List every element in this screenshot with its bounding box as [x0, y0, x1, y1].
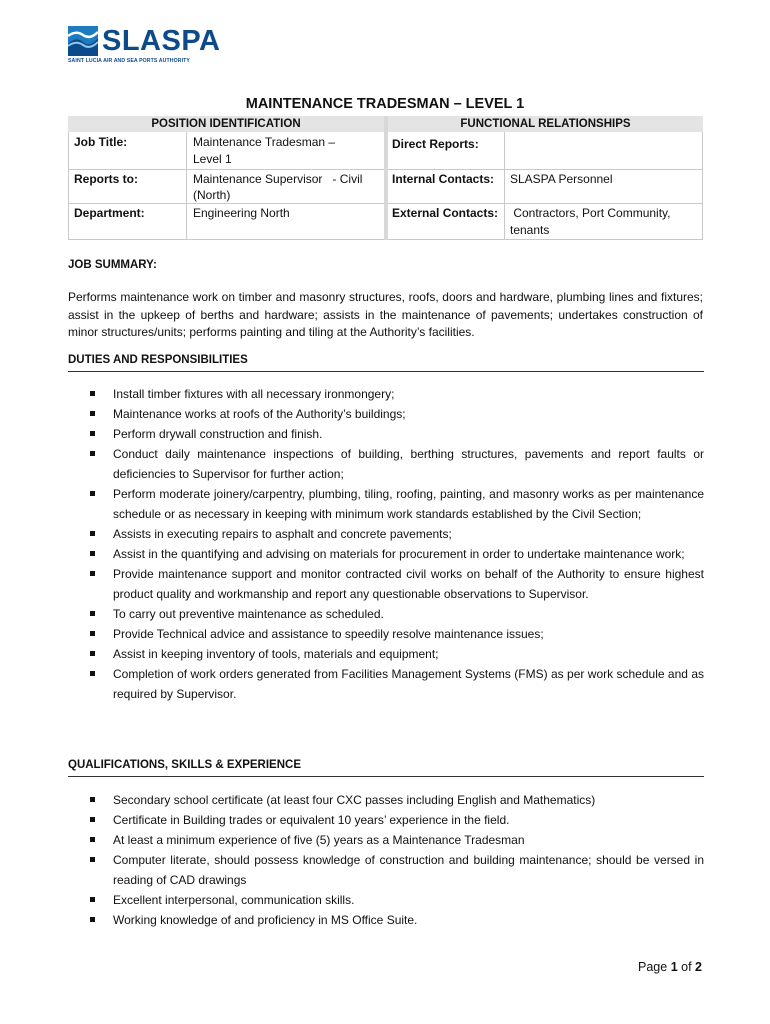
list-item: Provide Technical advice and assistance to speedily resolve maintenance issues;: [68, 624, 704, 644]
table-grid-line: [388, 169, 703, 170]
table-grid-line: [388, 203, 703, 204]
table-grid-line: [68, 239, 384, 240]
list-item: Completion of work orders generated from Facilities Management Systems (FMS) as per work schedule and as required by Supervisor.: [68, 664, 704, 704]
table-grid-line: [68, 132, 69, 240]
job-summary-heading: JOB SUMMARY:: [68, 259, 157, 271]
page-word: Page: [638, 960, 668, 974]
job-title-line2: Level 1: [193, 152, 232, 166]
qualifications-heading: QUALIFICATIONS, SKILLS & EXPERIENCE: [68, 759, 301, 771]
bullet-icon: [90, 897, 95, 902]
bullet-icon: [90, 817, 95, 822]
bullet-icon: [90, 531, 95, 536]
table-grid-line: [186, 132, 187, 240]
list-item: Assist in the quantifying and advising on materials for procurement in order to undertake maintenance work;: [68, 544, 704, 564]
bullet-icon: [90, 391, 95, 396]
document-title: MAINTENANCE TRADESMAN – LEVEL 1: [245, 96, 525, 112]
list-item: At least a minimum experience of five (5) years as a Maintenance Tradesman: [68, 830, 704, 850]
table-grid-line: [504, 132, 505, 240]
bullet-icon: [90, 797, 95, 802]
current-page: 1: [670, 960, 678, 974]
qualifications-heading-rule: [68, 776, 704, 777]
job-title-label: Job Title:: [74, 135, 128, 149]
reports-to-line2: (North): [193, 188, 231, 202]
slaspa-logo: [68, 22, 238, 70]
bullet-icon: [90, 411, 95, 416]
duties-heading-rule: [68, 371, 704, 372]
page-number: [638, 960, 702, 974]
bullet-icon: [90, 551, 95, 556]
bullet-icon: [90, 671, 95, 676]
job-title-line1: Maintenance Tradesman –: [193, 135, 336, 149]
list-item: Certificate in Building trades or equivalent 10 years’ experience in the field.: [68, 810, 704, 830]
job-summary-text: Performs maintenance work on timber and masonry structures, roofs, doors and hardware, plumbing lines and fixtures; assist in the upkeep of berths and hardware; assists in the maintenance of pavements; undertakes construction of minor structures/units; performs painting and tiling at the Authority’s facilities.: [68, 290, 703, 339]
internal-contacts-label: Internal Contacts:: [392, 172, 495, 186]
logo-wordmark: SLASPA: [102, 25, 221, 57]
bullet-icon: [90, 837, 95, 842]
table-grid-line: [388, 239, 703, 240]
bullet-icon: [90, 431, 95, 436]
list-item: Perform moderate joinery/carpentry, plumbing, tiling, roofing, painting, and masonry works as per maintenance schedule or as necessary in keeping with minimum work standards established by the Civil Section;: [68, 484, 704, 524]
duties-heading: DUTIES AND RESPONSIBILITIES: [68, 354, 248, 366]
of-word: of: [681, 960, 692, 974]
bullet-icon: [90, 451, 95, 456]
total-pages: 2: [695, 960, 702, 974]
duties-list: [68, 384, 704, 704]
external-contacts-label: External Contacts:: [392, 206, 499, 220]
table-grid-line: [68, 169, 384, 170]
list-item: To carry out preventive maintenance as scheduled.: [68, 604, 704, 624]
list-item: Assist in keeping inventory of tools, materials and equipment;: [68, 644, 704, 664]
bullet-icon: [90, 651, 95, 656]
logo-subtitle: SAINT LUCIA AIR AND SEA PORTS AUTHORITY: [68, 58, 190, 64]
bullet-icon: [90, 571, 95, 576]
list-item: Assists in executing repairs to asphalt and concrete pavements;: [68, 524, 704, 544]
bullet-icon: [90, 611, 95, 616]
list-item: Install timber fixtures with all necessary ironmongery;: [68, 384, 704, 404]
table-grid-line: [702, 132, 703, 240]
list-item: Excellent interpersonal, communication skills.: [68, 890, 704, 910]
functional-relationships-header: FUNCTIONAL RELATIONSHIPS: [388, 116, 703, 132]
reports-to-line1: Maintenance Supervisor - Civil: [193, 172, 363, 186]
bullet-icon: [90, 857, 95, 862]
logo-wave-icon: [68, 26, 98, 56]
department-value: Engineering North: [193, 206, 290, 220]
list-item: Perform drywall construction and finish.: [68, 424, 704, 444]
external-contacts-line1: Contractors, Port Community,: [510, 206, 671, 220]
list-item: Secondary school certificate (at least four CXC passes including English and Mathematics): [68, 790, 704, 810]
list-item: Conduct daily maintenance inspections of building, berthing structures, pavements and report faults or deficiencies to Supervisor for further action;: [68, 444, 704, 484]
list-item: Computer literate, should possess knowledge of construction and building maintenance; should be versed in reading of CAD drawings: [68, 850, 704, 890]
reports-to-label: Reports to:: [74, 172, 138, 186]
bullet-icon: [90, 917, 95, 922]
direct-reports-label: Direct Reports:: [392, 137, 479, 151]
bullet-icon: [90, 631, 95, 636]
qualifications-list: [68, 790, 704, 930]
position-identification-header: POSITION IDENTIFICATION: [68, 116, 384, 132]
department-label: Department:: [74, 206, 145, 220]
internal-contacts-value: SLASPA Personnel: [510, 172, 613, 186]
list-item: Maintenance works at roofs of the Authority’s buildings;: [68, 404, 704, 424]
list-item: Working knowledge of and proficiency in MS Office Suite.: [68, 910, 704, 930]
external-contacts-line2: tenants: [510, 223, 550, 237]
table-column-gap: [384, 116, 388, 240]
bullet-icon: [90, 491, 95, 496]
position-table: [68, 116, 703, 240]
list-item: Provide maintenance support and monitor contracted civil works on behalf of the Authority to ensure highest product quality and workmanship and report any questionable observations to Supervisor.: [68, 564, 704, 604]
